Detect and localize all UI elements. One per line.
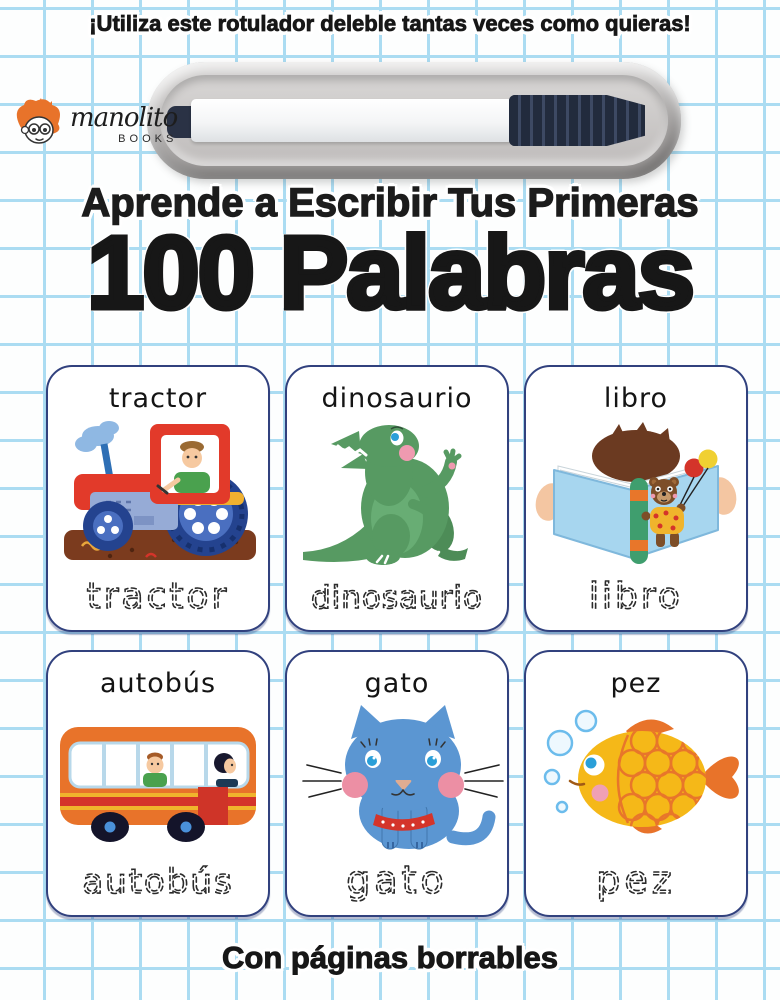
- boy-face-icon: [12, 96, 66, 154]
- traced-word: [48, 851, 268, 907]
- svg-text:libro: libro: [589, 576, 683, 617]
- publisher-name: manolito: [70, 103, 178, 133]
- flashcard-pez: [524, 650, 748, 917]
- flashcards-grid: [46, 365, 748, 917]
- card-word: libro: [603, 383, 669, 414]
- traced-word: [526, 851, 746, 907]
- marker-cap: [509, 95, 645, 146]
- svg-text:gato: gato: [346, 858, 448, 902]
- flashcard-autobus: [46, 650, 270, 917]
- traced-word: [526, 566, 746, 622]
- cat-illustration: [285, 701, 509, 851]
- traced-word: [48, 566, 268, 622]
- fish-illustration: [524, 701, 748, 851]
- marker-blister-pack: [147, 62, 681, 179]
- card-word: autobús: [99, 668, 217, 699]
- bus-illustration: [46, 701, 270, 851]
- top-banner-text: ¡Utiliza este rotulador deleble tantas veces como quieras!: [89, 11, 691, 36]
- flashcard-tractor: [46, 365, 270, 632]
- title-line2: 100 Palabras: [87, 215, 693, 330]
- svg-text:pez: pez: [596, 858, 676, 902]
- tractor-illustration: [46, 416, 270, 566]
- title-line1: Aprende a Escribir Tus Primeras: [81, 181, 699, 225]
- flashcard-gato: [285, 650, 509, 917]
- flashcard-dinosaurio: [285, 365, 509, 632]
- publisher-logo: [12, 96, 177, 154]
- publisher-sub: BOOKS: [118, 133, 178, 145]
- svg-text:dinosaurio: dinosaurio: [310, 580, 484, 616]
- svg-text:tractor: tractor: [86, 576, 230, 617]
- traced-word: [287, 851, 507, 907]
- card-word: gato: [364, 668, 430, 699]
- svg-text:autobús: autobús: [82, 862, 234, 902]
- card-word: tractor: [108, 383, 208, 414]
- flashcard-libro: [524, 365, 748, 632]
- traced-word: [287, 566, 507, 622]
- card-word: pez: [610, 668, 662, 699]
- dinosaur-illustration: [285, 416, 509, 566]
- publisher-logo-text: [70, 105, 177, 145]
- footer-tagline: Con páginas borrables: [222, 940, 558, 975]
- marker-pen-body: [191, 99, 513, 142]
- card-word: dinosaurio: [321, 383, 473, 414]
- book-illustration: [524, 416, 748, 566]
